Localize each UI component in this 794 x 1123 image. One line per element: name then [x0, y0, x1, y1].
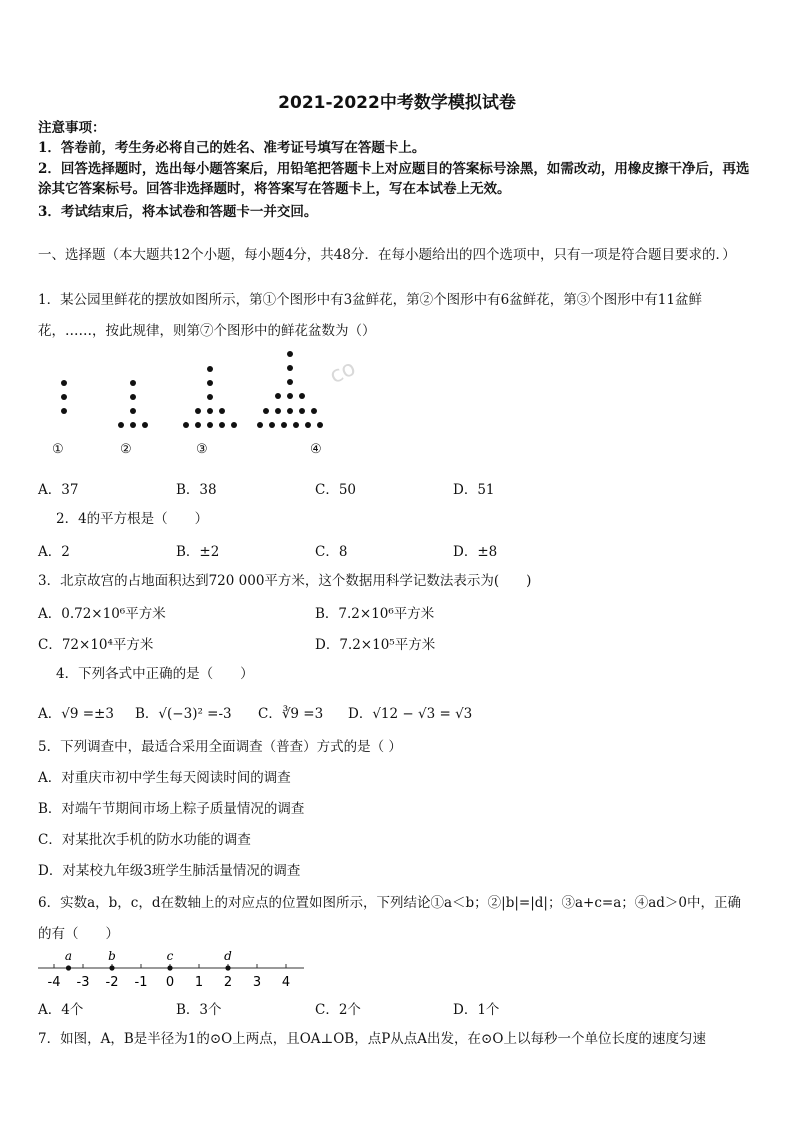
- q2-option-c: C．8: [315, 544, 348, 560]
- number-line-point-label: b: [108, 949, 116, 963]
- q5-option-c: C．对某批次手机的防水功能的调查: [38, 832, 251, 848]
- q1-text-a: 1．某公园里鲜花的摆放如图所示，第①个图形中有3盆鲜花，第②个图形中有6盆鲜花，第③个图形中有11盆鲜: [38, 292, 702, 308]
- q3-option-a: A．0.72×10⁶平方米: [38, 606, 166, 622]
- q3-option-d: D．7.2×10⁵平方米: [315, 637, 436, 653]
- q2-text: 2．4的平方根是（ ）: [56, 511, 209, 527]
- q1-figure-label-3: ③: [196, 442, 208, 457]
- q1-text-b: 花，……，按此规律，则第⑦个图形中的鲜花盆数为（）: [38, 323, 376, 339]
- q1-figure-label-1: ①: [52, 442, 64, 457]
- q6-text-a: 6．实数a，b，c，d在数轴上的对应点的位置如图所示，下列结论①a＜b；②|b|=|d|；③a+c=a；④ad＞0中，正确: [38, 895, 742, 911]
- number-line-tick-label: -2: [105, 975, 119, 990]
- q7-text: 7．如图，A，B是半径为1的⊙O上两点，且OA⊥OB，点P从点A出发，在⊙O上以每秒一个单位长度的速度匀速: [38, 1031, 706, 1047]
- q4-option-d: D．√12 − √3 = √3: [348, 706, 473, 722]
- q3-option-b: B．7.2×10⁶平方米: [315, 606, 435, 622]
- number-line-tick-label: 0: [165, 975, 175, 990]
- q5-text: 5．下列调查中，最适合采用全面调查（普查）方式的是（ ）: [38, 739, 402, 755]
- q1-figure-label-2: ②: [120, 442, 132, 457]
- q5-option-a: A．对重庆市初中学生每天阅读时间的调查: [38, 770, 291, 786]
- q4-option-a: A．√9 =±3: [38, 706, 114, 722]
- q5-option-b: B．对端午节期间市场上粽子质量情况的调查: [38, 801, 305, 817]
- notice-item-3: 3．考试结束后，将本试卷和答题卡一并交回。: [38, 204, 318, 220]
- notice-heading: 注意事项：: [38, 120, 106, 136]
- q1-figure-label-4: ④: [310, 442, 322, 457]
- number-line-tick-label: -4: [47, 975, 61, 990]
- q4-option-c: C．∛9 =3: [258, 706, 324, 722]
- number-line-point-label: a: [64, 949, 73, 963]
- number-line-point-label: d: [224, 949, 232, 963]
- q4-text: 4．下列各式中正确的是（ ）: [56, 666, 254, 682]
- notice-item-1: 1．答卷前，考生务必将自己的姓名、准考证号填写在答题卡上。: [38, 140, 426, 156]
- number-line-tick-label: 1: [194, 975, 204, 990]
- number-line-tick-label: -1: [134, 975, 148, 990]
- page-title: 2021-2022中考数学模拟试卷: [278, 93, 516, 113]
- q3-option-c: C．72×10⁴平方米: [38, 637, 154, 653]
- q6-option-d: D．1个: [453, 1002, 500, 1018]
- number-line-tick-label: 4: [281, 975, 291, 990]
- number-line-point: [109, 965, 114, 970]
- q6-option-b: B．3个: [176, 1002, 222, 1018]
- q1-option-d: D．51: [453, 482, 495, 498]
- number-line-tick-label: 3: [252, 975, 262, 990]
- q5-option-d: D．对某校九年级3班学生肺活量情况的调查: [38, 863, 301, 879]
- q3-text: 3．北京故宫的占地面积达到720 000平方米，这个数据用科学记数法表示为( ): [38, 573, 532, 589]
- watermark-mark: co: [325, 355, 360, 390]
- q1-option-b: B．38: [176, 482, 217, 498]
- number-line-point: [225, 965, 230, 970]
- q6-option-c: C．2个: [315, 1002, 361, 1018]
- q2-option-b: B．±2: [176, 544, 220, 560]
- q2-option-a: A．2: [38, 544, 70, 560]
- section-heading: 一、选择题（本大题共12个小题，每小题4分，共48分．在每小题给出的四个选项中，只有一项是符合题目要求的．）: [38, 247, 736, 263]
- notice-item-2: 2．回答选择题时，选出每小题答案后，用铅笔把答题卡上对应题目的答案标号涂黑，如需改动，用橡皮擦干净后，再选涂其它答案标号。回答非选择题时，将答案写在答题卡上，写在本试卷上无效。: [38, 161, 750, 197]
- number-line-point-label: c: [166, 949, 174, 963]
- number-line-tick-label: 2: [223, 975, 233, 990]
- q4-option-b: B．√(−3)² =-3: [135, 706, 232, 722]
- number-line-point: [66, 965, 71, 970]
- q6-option-a: A．4个: [38, 1002, 84, 1018]
- q6-number-line: [36, 948, 336, 990]
- number-line-point: [167, 965, 172, 970]
- q6-text-b: 的有（ ）: [38, 926, 119, 942]
- q1-option-c: C．50: [315, 482, 357, 498]
- q2-option-d: D．±8: [453, 544, 498, 560]
- number-line-tick-label: -3: [76, 975, 90, 990]
- q1-option-a: A．37: [38, 482, 79, 498]
